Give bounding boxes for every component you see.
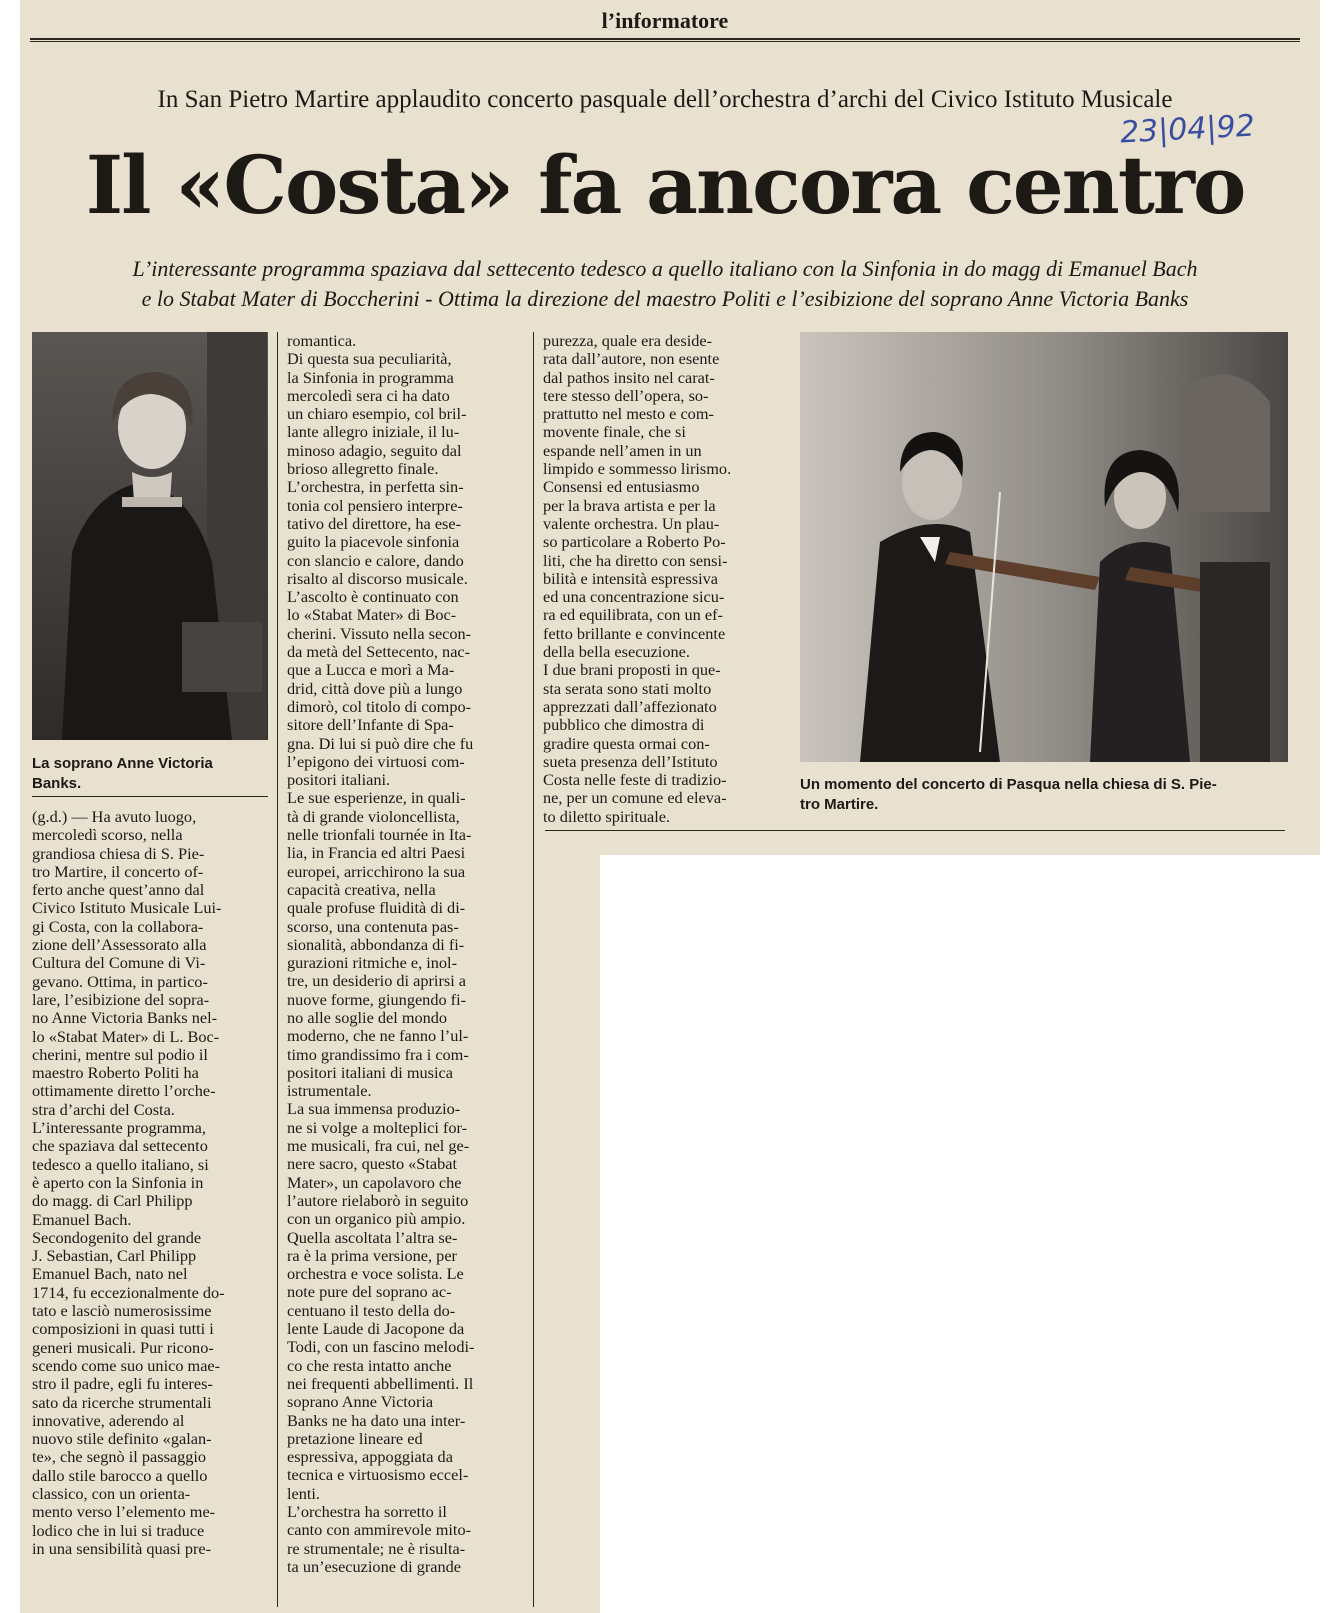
handwritten-date: 23|04|92	[1119, 108, 1256, 151]
column-divider	[533, 332, 534, 1607]
concert-caption: Un momento del concerto di Pasqua nella chiesa di S. Pie- tro Martire.	[800, 776, 1217, 813]
deck: L’interessante programma spaziava dal settecento tedesco a quello italiano con la Sinfonia in do magg di Emanuel Bach e lo Stabat Mater di Boccherini - Ottima la direzione del maestro Politi e l’esibizione del soprano Anne Victoria Banks	[132, 256, 1198, 311]
concert-photo	[800, 332, 1288, 762]
article-column-2: romantica. Di questa sua peculiarità, la Sinfonia in programma mercoledì sera ci ha dato un chiaro esempio, col bril- lante allegro iniziale, il lu- minoso adagio, seguito dal brioso allegretto finale. L’orchestra, in perfetta sin- tonia col pensiero interpre- tativo del direttore, ha ese- guito la piacevole sinfonia con slancio e calore, dando risalto al discorso musicale. L’ascolto è continuato con lo «Stabat Mater» di Boc- cherini. Vissuto nella secon- da metà del Settecento, nac- que a Lucca e morì a Ma- drid, città dove più a lungo dimorò, col titolo di compo- sitore dell’Infante di Spa- gna. Di lui si può dire che fu l’epigono dei virtuosi com- positori italiani. Le sue esperienze, in quali- tà di grande violoncellista, nelle trionfali tournée in Ita- lia, in Francia ed altri Paesi europei, arricchirono la sua capacità creativa, nella quale profuse fluidità di di- scorso, una contenuta pas- sionalità, abbondanza di fi- gurazioni ritmiche e, inol- tre, un desiderio di aprirsi a nuove forme, giungendo fi- no alle soglie del mondo moderno, che ne fanno l’ul- timo grandissimo fra i com- positori italiani di musica istrumentale. La sua immensa produzio- ne si volge a molteplici for- me musicali, fra cui, nel ge- nere sacro, questo «Stabat Mater», un capolavoro che l’autore rielaborò in seguito con un organico più ampio. Quella ascoltata l’altra se- ra è la prima versione, per orchestra e voce solista. Le note pure del soprano ac- centuano il testo della do- lente Laude di Jacopone da Todi, con un fascino melodi- co che resta intatto anche nei frequenti abbellimenti. Il soprano Anne Victoria Banks ne ha dato una inter- pretazione lineare ed espressiva, appoggiata da tecnica e virtuosismo eccel- lenti. L’orchestra ha sorretto il canto con ammirevole mito- re strumentale; ne è risulta- ta un’esecuzione di grande	[287, 331, 475, 1576]
column-divider	[277, 332, 278, 1607]
article-column-3: purezza, quale era deside- rata dall’autore, non esente dal pathos insito nel carat- tere stesso dell’opera, so- prattutto nel mesto e com- movente finale, che si espande nell’amen in un limpido e sommesso lirismo. Consensi ed entusiasmo per la brava artista e per la valente orchestra. Un plau- so particolare a Roberto Po- liti, che ha diretto con sensi- bilità e intensità espressiva ed una concentrazione sicu- ra ed equilibrata, con un ef- fetto brillante e convincente della bella esecuzione. I due brani proposti in que- sta serata sono stati molto apprezzati dall’affezionato pubblico che dimostra di gradire questa ormai con- sueta presenza dell’Istituto Costa nelle feste di tradizio- ne, per un comune ed eleva- to diletto spirituale.	[543, 331, 732, 826]
caption-rule	[32, 796, 268, 797]
bottom-rule	[545, 830, 1285, 831]
headline: Il «Costa» fa ancora centro	[85, 138, 1245, 232]
masthead-rule	[30, 41, 1300, 42]
masthead: l’informatore	[30, 8, 1300, 40]
soprano-caption: La soprano Anne Victoria Banks.	[32, 755, 213, 792]
article-column-1: (g.d.) — Ha avuto luogo, mercoledì scorso, nella grandiosa chiesa di S. Pie- tro Martire, il concerto of- ferto anche quest’anno dal Civico Istituto Musicale Lui- gi Costa, con la collabora- zione dell’Assessorato alla Cultura del Comune di Vi- gevano. Ottima, in partico- lare, l’esibizione del sopra- no Anne Victoria Banks nel- lo «Stabat Mater» di L. Boc- cherini, mentre sul podio il maestro Roberto Politi ha ottimamente diretto l’orche- stra d’archi del Costa. L’interessante programma, che spaziava dal settecento tedesco a quello italiano, si è aperto con la Sinfonia in do magg. di Carl Philipp Emanuel Bach. Secondogenito del grande J. Sebastian, Carl Philipp Emanuel Bach, nato nel 1714, fu eccezionalmente do- tato e lasciò numerosissime composizioni in quasi tutti i generi musicali. Pur ricono- scendo come suo unico mae- stro il padre, egli fu interes- sato da ricerche strumentali innovative, aderendo al nuovo stile definito «galan- te», che segnò il passaggio dallo stile barocco a quello classico, con un orienta- mento verso l’elemento me- lodico che in lui si traduce in una sensibilità quasi pre-	[32, 807, 225, 1558]
kicker: In San Pietro Martire applaudito concerto pasquale dell’orchestra d’archi del Civico Istituto Musicale	[157, 86, 1173, 113]
soprano-photo	[32, 332, 268, 740]
